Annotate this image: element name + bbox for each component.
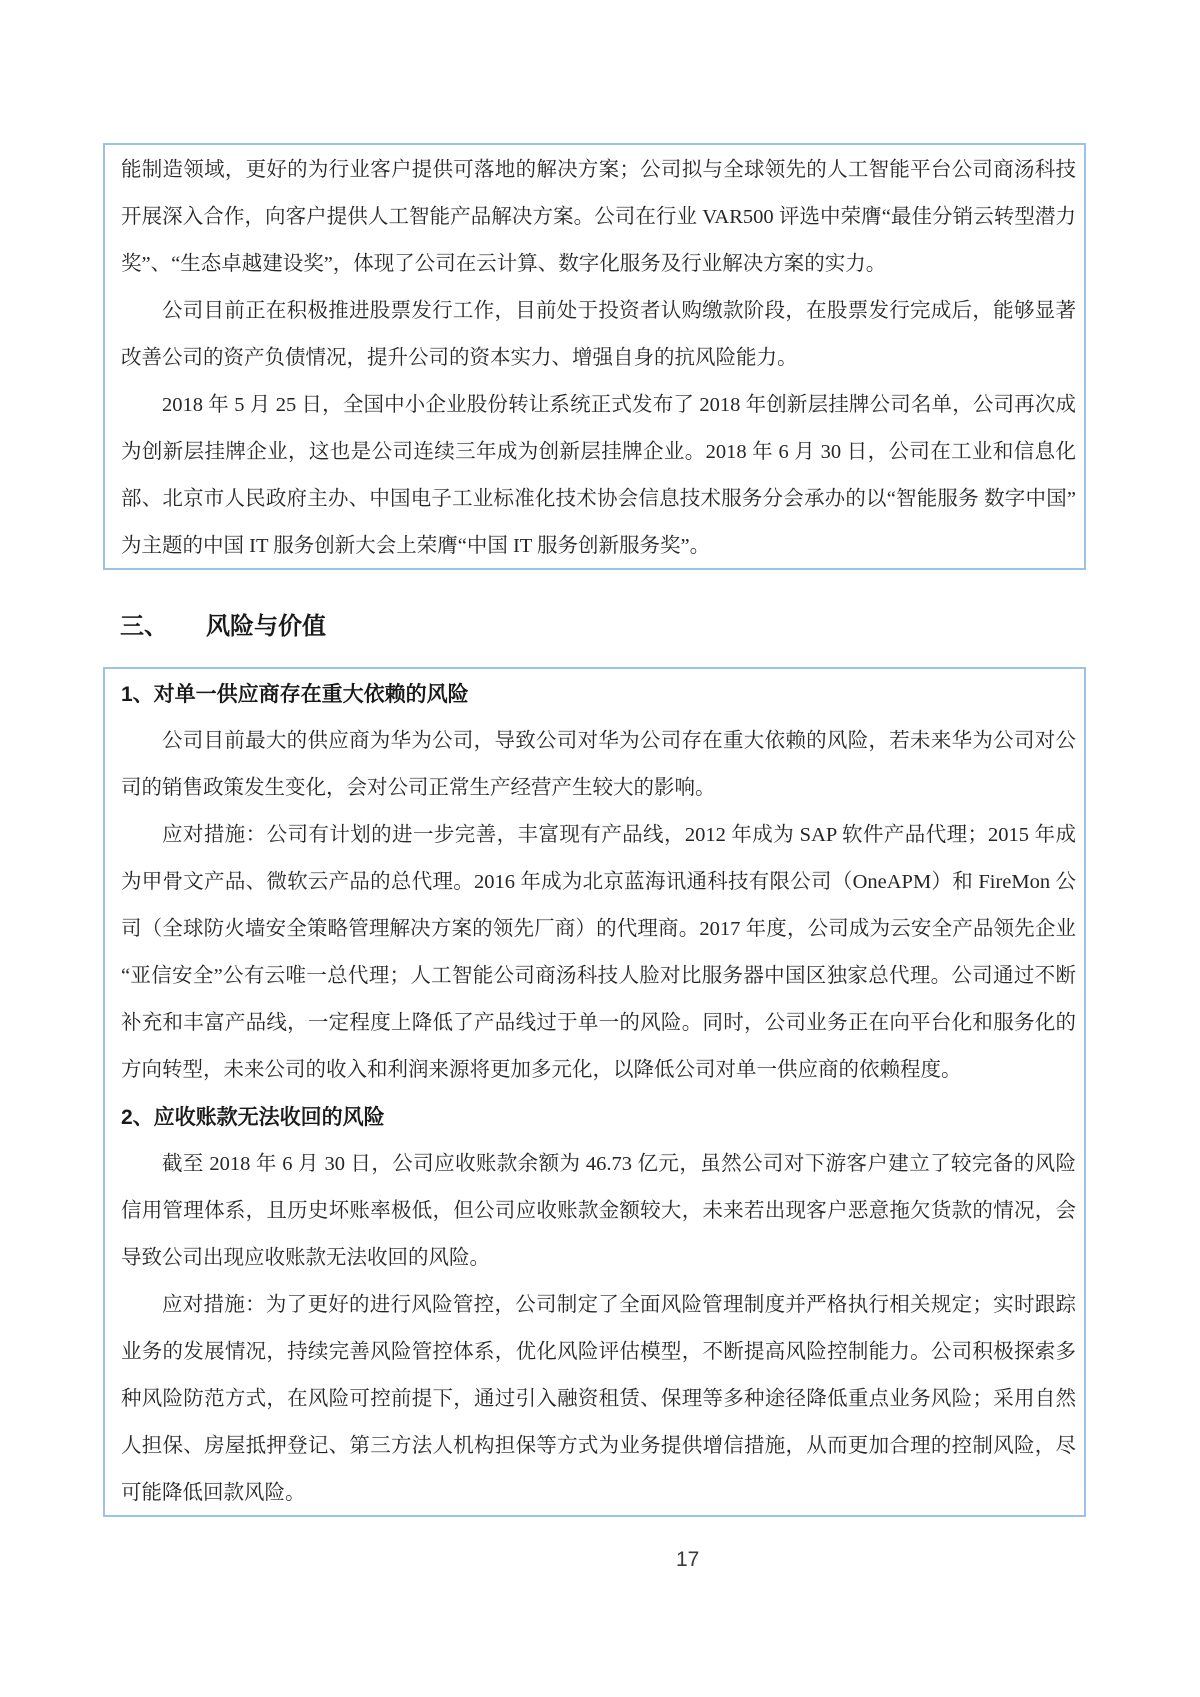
risk-and-value-box: [103, 667, 1086, 1517]
paragraph: 截至 2018 年 6 月 30 日，公司应收账款余额为 46.73 亿元，虽然公司对下游客户建立了较完备的风险信用管理体系，且历史坏账率极低，但公司应收账款金额较大，未来若出现客户恶意拖欠货款的情况，会导致公司出现应收账款无法收回的风险。: [121, 1153, 1076, 1269]
paragraph: 应对措施：为了更好的进行风险管控，公司制定了全面风险管理制度并严格执行相关规定；实时跟踪业务的发展情况，持续完善风险管控体系，优化风险评估模型，不断提高风险控制能力。公司积极探索多种风险防范方式，在风险可控前提下，通过引入融资租赁、保理等多种途径降低重点业务风险；采用自然人担保、房屋抵押登记、第三方法人机构担保等方式为业务提供增信措施，从而更加合理的控制风险，尽可能降低回款风险。: [121, 1294, 1076, 1504]
section-heading: [120, 612, 326, 642]
paragraph: 能制造领域，更好的为行业客户提供可落地的解决方案；公司拟与全球领先的人工智能平台公司商汤科技开展深入合作，向客户提供人工智能产品解决方案。公司在行业 VAR500 评选中荣膺“最佳分销云转型潜力奖”、“生态卓越建设奖”，体现了公司在云计算、数字化服务及行业解决方案的实力。: [121, 159, 1076, 275]
paragraph: 2018 年 5 月 25 日，全国中小企业股份转让系统正式发布了 2018 年创新层挂牌公司名单，公司再次成为创新层挂牌企业，这也是公司连续三年成为创新层挂牌企业。2018 年 6 月 30 日，公司在工业和信息化部、北京市人民政府主办、中国电子工业标准化技术协会信息技术服务分会承办的以“智能服务 数字中国”为主题的中国 IT 服务创新大会上荣膺“中国 IT 服务创新服务奖”。: [121, 394, 1076, 557]
page-number: 17: [676, 1548, 700, 1571]
section-number: 三、: [120, 613, 168, 640]
risk-item-1-heading: 1、对单一供应商存在重大依赖的风险: [121, 683, 469, 706]
paragraph: 应对措施：公司有计划的进一步完善，丰富现有产品线，2012 年成为 SAP 软件产品代理；2015 年成为甲骨文产品、微软云产品的总代理。2016 年成为北京蓝海讯通科技有限公司（OneAPM）和 FireMon 公司（全球防火墙安全策略管理解决方案的领先厂商）的代理商。2017 年度，公司成为云安全产品领先企业“亚信安全”公有云唯一总代理；人工智能公司商汤科技人脸对比服务器中国区独家总代理。公司通过不断补充和丰富产品线，一定程度上降低了产品线过于单一的风险。同时，公司业务正在向平台化和服务化的方向转型，未来公司的收入和利润来源将更加多元化，以降低公司对单一供应商的依赖程度。: [121, 824, 1076, 1081]
section-title: 风险与价值: [206, 613, 326, 640]
company-progress-box: [103, 143, 1086, 570]
paragraph: 公司目前最大的供应商为华为公司，导致公司对华为公司存在重大依赖的风险，若未来华为公司对公司的销售政策发生变化，会对公司正常生产经营产生较大的影响。: [121, 730, 1076, 799]
paragraph: 公司目前正在积极推进股票发行工作，目前处于投资者认购缴款阶段，在股票发行完成后，能够显著改善公司的资产负债情况，提升公司的资本实力、增强自身的抗风险能力。: [121, 300, 1076, 369]
risk-item-2-heading: 2、应收账款无法收回的风险: [121, 1106, 385, 1129]
